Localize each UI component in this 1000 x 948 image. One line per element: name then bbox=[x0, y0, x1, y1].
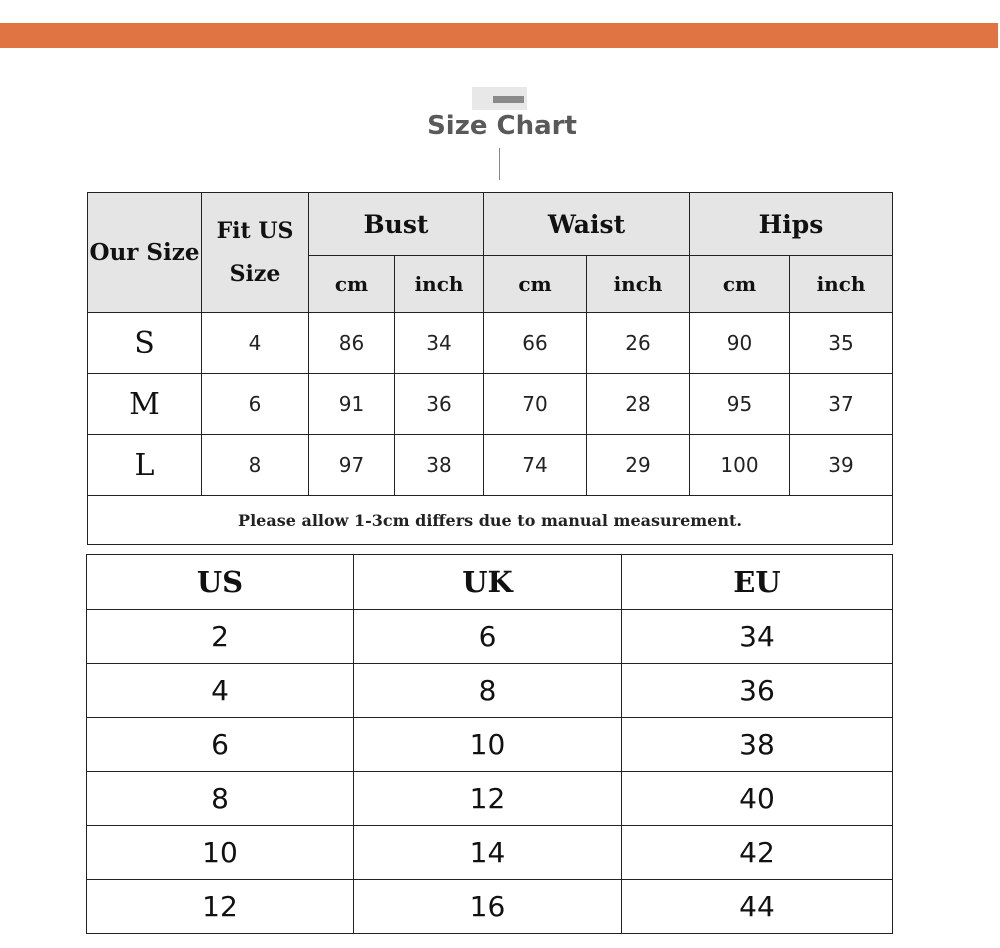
cell-hips-inch: 35 bbox=[790, 313, 893, 374]
cell-us: 10 bbox=[87, 826, 354, 880]
cell-fit-us: 4 bbox=[202, 313, 309, 374]
table-row bbox=[88, 313, 893, 374]
size-measurement-table bbox=[87, 192, 893, 545]
table-row bbox=[87, 880, 893, 934]
cell-waist-inch: 26 bbox=[587, 313, 690, 374]
table-row bbox=[88, 374, 893, 435]
cell-eu: 38 bbox=[622, 718, 893, 772]
table-row bbox=[87, 826, 893, 880]
cell-us: 12 bbox=[87, 880, 354, 934]
cell-uk: 12 bbox=[354, 772, 622, 826]
header-us: US bbox=[87, 555, 354, 610]
table-row bbox=[87, 772, 893, 826]
cell-uk: 10 bbox=[354, 718, 622, 772]
header-our-size: Our Size bbox=[88, 193, 202, 313]
header-hips: Hips bbox=[690, 193, 893, 256]
cell-uk: 16 bbox=[354, 880, 622, 934]
dash-icon bbox=[493, 96, 524, 103]
header-waist-inch: inch bbox=[587, 256, 690, 313]
header-bust-cm: cm bbox=[309, 256, 395, 313]
cell-fit-us: 6 bbox=[202, 374, 309, 435]
cell-bust-inch: 34 bbox=[395, 313, 484, 374]
cell-waist-inch: 28 bbox=[587, 374, 690, 435]
header-waist-cm: cm bbox=[484, 256, 587, 313]
header-bust-inch: inch bbox=[395, 256, 484, 313]
cell-waist-cm: 74 bbox=[484, 435, 587, 496]
header-fit-us-size bbox=[202, 193, 309, 313]
cell-bust-cm: 91 bbox=[309, 374, 395, 435]
cell-eu: 42 bbox=[622, 826, 893, 880]
accent-top-bar bbox=[0, 23, 998, 48]
measurement-note: Please allow 1-3cm differs due to manual measurement. bbox=[88, 496, 893, 545]
cell-size: M bbox=[88, 374, 202, 435]
cell-hips-cm: 100 bbox=[690, 435, 790, 496]
cell-us: 6 bbox=[87, 718, 354, 772]
cell-hips-inch: 39 bbox=[790, 435, 893, 496]
cell-uk: 6 bbox=[354, 610, 622, 664]
cell-us: 4 bbox=[87, 664, 354, 718]
header-hips-cm: cm bbox=[690, 256, 790, 313]
size-conversion-table bbox=[86, 554, 893, 934]
cell-us: 8 bbox=[87, 772, 354, 826]
title-divider-line bbox=[499, 148, 500, 180]
header-fit-us-line1: Fit US bbox=[216, 217, 294, 244]
header-eu: EU bbox=[622, 555, 893, 610]
header-uk: UK bbox=[354, 555, 622, 610]
cell-us: 2 bbox=[87, 610, 354, 664]
cell-size: S bbox=[88, 313, 202, 374]
cell-eu: 44 bbox=[622, 880, 893, 934]
cell-eu: 36 bbox=[622, 664, 893, 718]
cell-bust-inch: 36 bbox=[395, 374, 484, 435]
cell-eu: 34 bbox=[622, 610, 893, 664]
cell-bust-inch: 38 bbox=[395, 435, 484, 496]
header-hips-inch: inch bbox=[790, 256, 893, 313]
cell-waist-cm: 70 bbox=[484, 374, 587, 435]
cell-bust-cm: 86 bbox=[309, 313, 395, 374]
cell-size: L bbox=[88, 435, 202, 496]
cell-eu: 40 bbox=[622, 772, 893, 826]
page-title: Size Chart bbox=[427, 111, 577, 141]
title-ornament bbox=[472, 87, 527, 110]
table-row bbox=[87, 664, 893, 718]
header-bust: Bust bbox=[309, 193, 484, 256]
cell-waist-cm: 66 bbox=[484, 313, 587, 374]
cell-waist-inch: 29 bbox=[587, 435, 690, 496]
cell-hips-cm: 95 bbox=[690, 374, 790, 435]
cell-fit-us: 8 bbox=[202, 435, 309, 496]
table-row bbox=[87, 610, 893, 664]
cell-uk: 14 bbox=[354, 826, 622, 880]
cell-hips-cm: 90 bbox=[690, 313, 790, 374]
cell-uk: 8 bbox=[354, 664, 622, 718]
cell-bust-cm: 97 bbox=[309, 435, 395, 496]
cell-hips-inch: 37 bbox=[790, 374, 893, 435]
table-row bbox=[88, 435, 893, 496]
header-fit-us-line2: Size bbox=[229, 260, 281, 287]
header-waist: Waist bbox=[484, 193, 690, 256]
table-row bbox=[87, 718, 893, 772]
